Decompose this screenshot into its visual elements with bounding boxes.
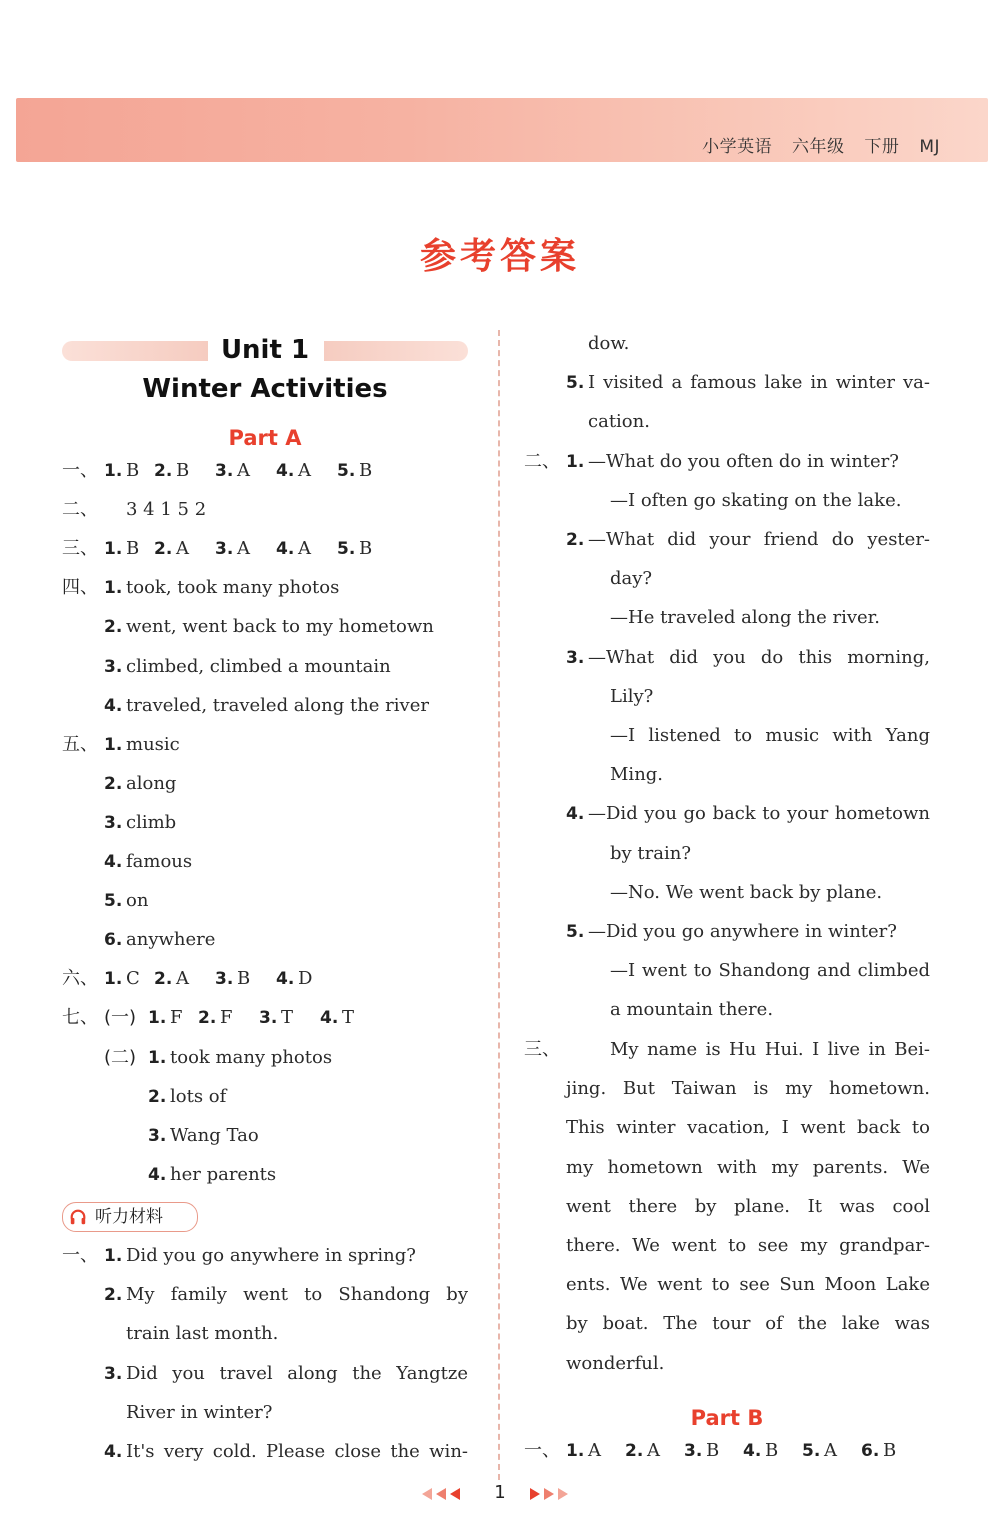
answer-text: A: [298, 460, 311, 481]
answer-text: —What did you do this morning,: [588, 646, 930, 668]
answer-text: lots of: [170, 1085, 227, 1107]
answer-text: Did you travel along the Yangtze: [126, 1362, 468, 1384]
answer-text: dow.: [588, 333, 630, 354]
item-number: 3.: [104, 1363, 123, 1384]
next-arrows-icon: [526, 1486, 574, 1502]
answer-text: —What did your friend do yester-: [588, 529, 930, 550]
answer-text: along: [126, 772, 177, 794]
answer-text: B: [883, 1440, 897, 1461]
answer-text: A: [647, 1440, 660, 1461]
item-number: 1.: [148, 1008, 167, 1029]
passage-line: wonderful.: [566, 1352, 665, 1374]
answer-text: day?: [610, 568, 653, 590]
answer-text: Lily?: [610, 685, 654, 707]
answer-text: —He traveled along the river.: [610, 607, 881, 629]
answer-text: climb: [126, 811, 177, 833]
answer-text: —I listened to music with Yang: [610, 725, 930, 746]
answer-text: B: [237, 968, 251, 990]
answer-text: on: [126, 890, 149, 912]
answer-text: F: [220, 1007, 233, 1029]
answer-text: —I often go skating on the lake.: [610, 489, 902, 511]
answer-text: B: [706, 1440, 720, 1461]
item-number: 1.: [104, 578, 123, 599]
item-number: 4.: [276, 539, 295, 560]
item-number: 1.: [148, 1047, 167, 1068]
item-number: 1.: [104, 969, 123, 990]
answer-text: —No. We went back by plane.: [610, 881, 883, 903]
item-number: 4.: [276, 461, 295, 481]
section-marker: 六、: [62, 968, 98, 990]
section-marker: 七、: [62, 1007, 98, 1029]
answer-text: My family went to Shandong by: [126, 1284, 468, 1306]
answer-text: Wang Tao: [170, 1124, 259, 1146]
section-marker: 三、: [62, 538, 98, 560]
item-number: 5.: [104, 891, 123, 912]
item-number: 4.: [566, 804, 585, 825]
item-number: 2.: [625, 1441, 644, 1461]
item-number: 5.: [566, 373, 585, 394]
answer-text: cation.: [588, 411, 650, 433]
page-number: 1: [494, 1482, 506, 1503]
subsection-marker: (一): [104, 1007, 137, 1029]
item-number: 1.: [104, 734, 123, 755]
answer-text: Ming.: [610, 764, 664, 786]
item-number: 4.: [104, 695, 123, 716]
answer-text: C: [126, 968, 140, 990]
answer-text: famous: [126, 851, 193, 872]
book-edition: MJ: [919, 137, 940, 157]
answer-text: B: [176, 460, 190, 481]
unit-number: Unit 1: [220, 335, 310, 365]
page-title: 参考答案: [419, 236, 580, 277]
listening-label: 听力材料: [95, 1207, 163, 1227]
item-number: 2.: [104, 617, 123, 638]
item-number: 5.: [802, 1441, 821, 1461]
answer-text: A: [237, 460, 250, 481]
section-marker: 一、: [524, 1440, 560, 1461]
passage-line: my hometown with my parents. We: [566, 1156, 930, 1178]
book-subject: 小学英语: [702, 137, 773, 157]
item-number: 4.: [104, 852, 123, 872]
passage-line: went there by plane. It was cool: [566, 1195, 930, 1217]
answer-text: —Did you go back to your hometown: [588, 803, 930, 825]
item-number: 3.: [215, 539, 234, 560]
item-number: 2.: [148, 1086, 167, 1107]
section-marker: 一、: [62, 1245, 98, 1266]
item-number: 6.: [861, 1441, 880, 1461]
book-info: [702, 132, 940, 157]
item-number: 1.: [104, 539, 123, 560]
answer-text: A: [588, 1440, 601, 1461]
column-divider: [498, 330, 500, 1480]
answer-text: It's very cold. Please close the win-: [126, 1441, 468, 1462]
item-number: 5.: [337, 539, 356, 560]
item-number: 5.: [337, 461, 356, 481]
section-marker: 三、: [524, 1039, 560, 1060]
answer-text: B: [359, 538, 373, 560]
answer-text: A: [237, 538, 250, 560]
book-volume: 下册: [864, 137, 900, 157]
answer-text: I visited a famous lake in winter va-: [588, 372, 930, 394]
item-number: 3.: [148, 1125, 167, 1146]
answer-text: a mountain there.: [610, 999, 774, 1021]
answer-text: anywhere: [126, 929, 216, 951]
answer-text: went, went back to my hometown: [126, 616, 434, 638]
answer-text: by train?: [610, 842, 691, 864]
answer-text: B: [126, 460, 140, 481]
passage-line: by boat. The tour of the lake was: [566, 1313, 930, 1335]
answer-text: traveled, traveled along the river: [126, 694, 429, 716]
answer-text: music: [126, 733, 180, 755]
passage-line: This winter vacation, I went back to: [566, 1117, 930, 1139]
item-number: 4.: [320, 1008, 339, 1029]
answer-text: climbed, climbed a mountain: [126, 655, 391, 677]
item-number: 1.: [104, 461, 123, 481]
answer-text: her parents: [170, 1163, 277, 1185]
answer-text: T: [281, 1007, 294, 1029]
item-number: 2.: [566, 530, 585, 550]
item-number: 2.: [104, 773, 123, 794]
item-number: 6.: [104, 930, 123, 951]
answer-text: A: [176, 538, 189, 560]
answer-text: River in winter?: [126, 1401, 273, 1423]
item-number: 5.: [566, 922, 585, 942]
answer-text: train last month.: [126, 1323, 279, 1345]
answer-text: —Did you go anywhere in winter?: [588, 921, 897, 942]
part-b-title: Part B: [690, 1406, 764, 1430]
item-number: 2.: [198, 1008, 217, 1029]
item-number: 1.: [566, 1441, 585, 1461]
answer-text: —I went to Shandong and climbed: [610, 960, 930, 982]
item-number: 4.: [148, 1164, 167, 1185]
answer-text: took, took many photos: [126, 577, 340, 599]
item-number: 3.: [104, 812, 123, 833]
item-number: 4.: [276, 969, 295, 990]
answer-text: D: [298, 968, 313, 990]
passage-line: jing. But Taiwan is my hometown.: [566, 1078, 930, 1100]
section-marker: 五、: [62, 733, 98, 755]
answer-text: A: [824, 1440, 837, 1461]
passage-line: My name is Hu Hui. I live in Bei-: [610, 1039, 930, 1060]
item-number: 4.: [743, 1441, 762, 1461]
section-marker: 一、: [62, 460, 98, 481]
item-number: 4.: [104, 1442, 123, 1462]
answer-text: A: [176, 968, 189, 990]
item-number: 2.: [154, 969, 173, 990]
item-number: 3.: [215, 969, 234, 990]
subsection-marker: (二): [104, 1046, 137, 1068]
section-marker: 二、: [62, 499, 98, 521]
part-a-title: Part A: [228, 426, 302, 450]
item-number: 1.: [104, 1246, 123, 1266]
answer-text: B: [765, 1440, 779, 1461]
unit-name: Winter Activities: [142, 374, 388, 404]
section-marker: 二、: [524, 450, 560, 472]
passage-line: there. We went to see my grandpar-: [566, 1235, 930, 1256]
answer-text: B: [359, 460, 373, 481]
answer-text: F: [170, 1007, 183, 1029]
headphones-icon: [69, 1208, 87, 1226]
item-number: 2.: [104, 1285, 123, 1306]
item-number: 1.: [566, 451, 585, 472]
item-number: 3.: [684, 1441, 703, 1461]
answer-text: A: [298, 538, 311, 560]
item-number: 3.: [104, 656, 123, 677]
item-number: 3.: [259, 1008, 278, 1029]
answer-text: —What do you often do in winter?: [588, 450, 899, 472]
answer-text: took many photos: [170, 1046, 333, 1068]
item-number: 2.: [154, 539, 173, 560]
answer-text: Did you go anywhere in spring?: [126, 1245, 416, 1266]
section-marker: 四、: [62, 577, 98, 599]
book-grade: 六年级: [792, 137, 845, 157]
item-number: 2.: [154, 461, 173, 481]
passage-line: ents. We went to see Sun Moon Lake: [566, 1274, 930, 1296]
answer-text: 3 4 1 5 2: [126, 499, 207, 521]
answer-text: T: [342, 1007, 355, 1029]
item-number: 3.: [566, 647, 585, 668]
item-number: 3.: [215, 461, 234, 481]
answer-text: B: [126, 538, 140, 560]
listening-material-tag: [62, 1202, 198, 1232]
